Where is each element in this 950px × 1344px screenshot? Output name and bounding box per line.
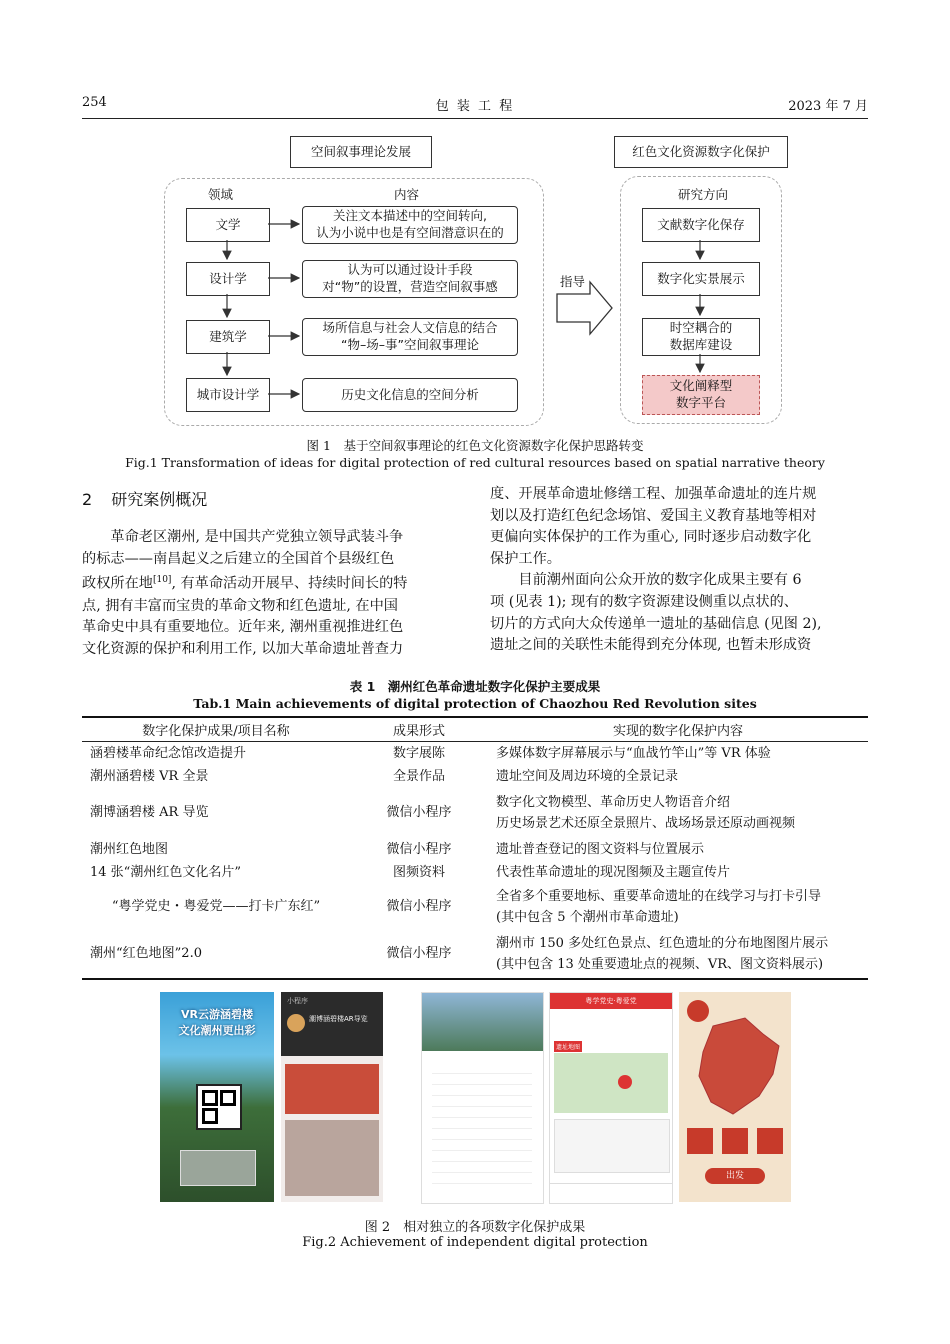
table-cell: 代表性革命遗址的现况图频及主题宣传片	[496, 864, 731, 880]
paragraph-right	[490, 484, 868, 657]
table-header: 成果形式	[350, 717, 488, 742]
table-row	[82, 838, 868, 861]
table-header: 数字化保护成果/项目名称	[82, 717, 350, 742]
cell-line: 潮州市 150 多处红色景点、红色遗址的分布地图图片展示	[496, 935, 829, 951]
text-line: 文化资源的保护和利用工作, 以加大革命遗址普查力	[82, 640, 404, 657]
qr-code-icon	[196, 1084, 242, 1130]
col-domain-label: 领域	[208, 187, 234, 202]
cell-line: 全省多个重要地标、重要革命遗址的在线学习与打卡引导	[496, 888, 822, 904]
table-cell: 微信小程序	[386, 946, 452, 961]
citation-ref: [10]	[152, 575, 172, 586]
table-cell: 全景作品	[392, 768, 445, 784]
table-cell: 图频资料	[392, 864, 445, 880]
table-cell: 微信小程序	[386, 841, 452, 857]
exhibit-hall-photo	[285, 1120, 379, 1196]
site-thumb	[757, 1128, 783, 1154]
map-tag: 遗址地图	[554, 1041, 582, 1052]
direction-line: 数据库建设	[669, 337, 733, 352]
guangdong-red-checkin-screenshot	[549, 992, 673, 1204]
content-line: 对“物”的设置，营造空间叙事感	[322, 279, 498, 294]
site-thumb	[722, 1128, 748, 1154]
app-title: 粤学党史·粤爱党	[585, 997, 637, 1005]
vr-title-line2: 文化潮州更出彩	[178, 1024, 256, 1037]
table-cell: 潮州红色地图	[90, 841, 169, 857]
text-line: 度、开展革命遗址修缮工程、加强革命遗址的连片规	[490, 486, 817, 502]
table-cell	[488, 788, 868, 838]
section-number: 2	[82, 490, 93, 509]
content-box-4: 历史文化信息的空间分析	[302, 378, 518, 412]
vr-title-line1: VR云游涵碧楼	[181, 1008, 253, 1021]
table-header-row	[82, 717, 868, 742]
text-line	[82, 570, 460, 595]
cell-line: (其中包含 13 处重要遗址点的视频、VR、图文资料展示)	[496, 956, 824, 972]
text-line: 项 (见表 1); 现有的数字资源建设侧重以点状的、	[490, 593, 798, 610]
site-thumb	[687, 1128, 713, 1154]
figure-2-caption-cn: 图 2 相对独立的各项数字化保护成果	[364, 1220, 586, 1235]
guide-label: 指导	[560, 274, 586, 289]
table-row	[82, 742, 868, 765]
table-cell: 数字展陈	[392, 745, 445, 761]
depart-button[interactable]: 出发	[705, 1168, 765, 1184]
table-row	[82, 930, 868, 978]
table-bottom-rule	[82, 978, 868, 980]
table-1-caption-en: Tab.1 Main achievements of digital protection of Chaozhou Red Revolution sites	[193, 696, 757, 711]
content-line: 认为可以通过设计手段	[347, 262, 473, 278]
section-title: 研究案例概况	[111, 490, 208, 509]
chaozhou-map-icon	[693, 1016, 783, 1126]
miniprogram-badge: 小程序	[287, 997, 308, 1005]
text-line: 革命史中具有重要地位。近年来, 潮州重视推进红色	[82, 619, 404, 636]
direction-line: 时空耦合的	[669, 320, 733, 336]
direction-line: 数字平台	[675, 395, 726, 410]
big-right-arrow-icon	[557, 282, 612, 334]
cell-line: (其中包含 5 个潮州市革命遗址)	[496, 909, 679, 925]
journal-name: 包 装 工 程	[435, 99, 515, 114]
content-line: “物–场–事”空间叙事理论	[341, 337, 479, 352]
ar-guide-screenshot	[281, 992, 383, 1202]
table-cell: 涵碧楼革命纪念馆改造提升	[90, 745, 247, 761]
exhibit-photo	[285, 1064, 379, 1114]
text-line: 切片的方式向大众传递单一遗址的基础信息 (见图 2),	[490, 615, 822, 632]
table-cell: 潮州“红色地图”2.0	[90, 946, 202, 961]
table-row	[82, 884, 868, 930]
table-cell: 潮博涵碧楼 AR 导览	[90, 805, 209, 820]
table-cell: 潮州涵碧楼 VR 全景	[90, 768, 209, 784]
content-line: 场所信息与社会人文信息的结合	[322, 320, 498, 336]
direction-line: 文化阐释型	[669, 378, 733, 394]
research-label: 研究方向	[678, 187, 729, 202]
ar-title: 潮博涵碧楼AR导览	[309, 1015, 368, 1023]
landscape-photo	[422, 993, 543, 1051]
domain-urban-design: 城市设计学	[186, 378, 270, 412]
paragraph-left	[82, 527, 460, 660]
cell-line: 历史场景艺术还原全景照片、战场场景还原动画视频	[496, 815, 796, 831]
figure-1-arrows	[0, 0, 950, 440]
table-1-caption-cn: 表 1 潮州红色革命遗址数字化保护主要成果	[349, 679, 601, 694]
text-line: 划以及打造红色纪念场馆、爱国主义教育基地等相对	[490, 507, 817, 524]
direction-1: 文献数字化保存	[642, 208, 760, 242]
red-map-screenshot	[421, 992, 544, 1204]
text-line: 遗址之间的关联性未能得到充分体现, 也暂未形成资	[490, 637, 812, 654]
table-cell	[488, 884, 868, 930]
vr-tour-screenshot	[160, 992, 274, 1202]
table-row	[82, 788, 868, 838]
text-line: 更偏向实体保护的工作为重心, 同时逐步启动数字化	[490, 529, 812, 546]
content-line: 关注文本描述中的空间转向,	[333, 208, 487, 224]
table-1	[82, 717, 868, 978]
map-pin-icon	[618, 1075, 632, 1089]
domain-design: 设计学	[186, 262, 270, 296]
table-header: 实现的数字化保护内容	[488, 717, 868, 742]
table-row	[82, 861, 868, 884]
text-span: , 有革命活动开展早、持续时间长的特	[171, 575, 408, 592]
logo-icon	[287, 1014, 305, 1032]
table-row	[82, 765, 868, 788]
table-cell: 14 张“潮州红色文化名片”	[90, 864, 241, 880]
figure-2-caption-en: Fig.2 Achievement of independent digital protection	[302, 1235, 648, 1250]
text-line: 目前潮州面向公众开放的数字化成果主要有 6	[490, 572, 802, 589]
table-cell: 微信小程序	[386, 805, 452, 820]
domain-literature: 文学	[186, 208, 270, 242]
table-cell: “粤学党史・粤爱党——打卡广东红”	[111, 899, 321, 914]
red-map-2-screenshot	[679, 992, 791, 1202]
table-cell: 多媒体数字屏幕展示与“血战竹竿山”等 VR 体验	[496, 745, 771, 761]
table-cell: 遗址普查登记的图文资料与位置展示	[496, 841, 705, 857]
text-line: 保护工作。	[490, 550, 561, 567]
figure-1-caption-cn: 图 1 基于空间叙事理论的红色文化资源数字化保护思路转变	[306, 438, 644, 453]
left-title-box: 空间叙事理论发展	[290, 136, 432, 168]
text-line: 革命老区潮州, 是中国共产党独立领导武装斗争	[82, 529, 404, 545]
issue-date: 2023 年 7 月	[788, 99, 868, 114]
page-number: 254	[82, 95, 107, 110]
content-line: 认为小说中也是有空间潜意识在的	[316, 225, 504, 240]
domain-architecture: 建筑学	[186, 320, 270, 354]
right-title-box: 红色文化资源数字化保护	[614, 136, 788, 168]
text-line: 的标志——南昌起义之后建立的全国首个县级红色	[82, 550, 395, 567]
table-cell	[488, 930, 868, 978]
text-line: 点, 拥有丰富而宝贵的革命文物和红色遗址, 在中国	[82, 597, 398, 614]
site-list	[432, 1063, 532, 1193]
text-span: 政权所在地	[82, 575, 153, 592]
section-heading	[82, 487, 207, 510]
direction-2: 数字化实景展示	[642, 262, 760, 296]
site-info-card	[554, 1119, 670, 1173]
bottom-nav	[550, 1183, 672, 1204]
map-view	[554, 1053, 668, 1113]
col-content-label: 内容	[394, 187, 420, 202]
table-cell: 微信小程序	[386, 899, 452, 914]
building-photo	[180, 1150, 256, 1186]
figure-1-caption-en: Fig.1 Transformation of ideas for digital protection of red cultural resources based on spatial narrative theory	[125, 455, 825, 470]
cell-line: 数字化文物模型、革命历史人物语音介绍	[496, 794, 731, 810]
table-cell: 遗址空间及周边环境的全景记录	[496, 768, 679, 784]
